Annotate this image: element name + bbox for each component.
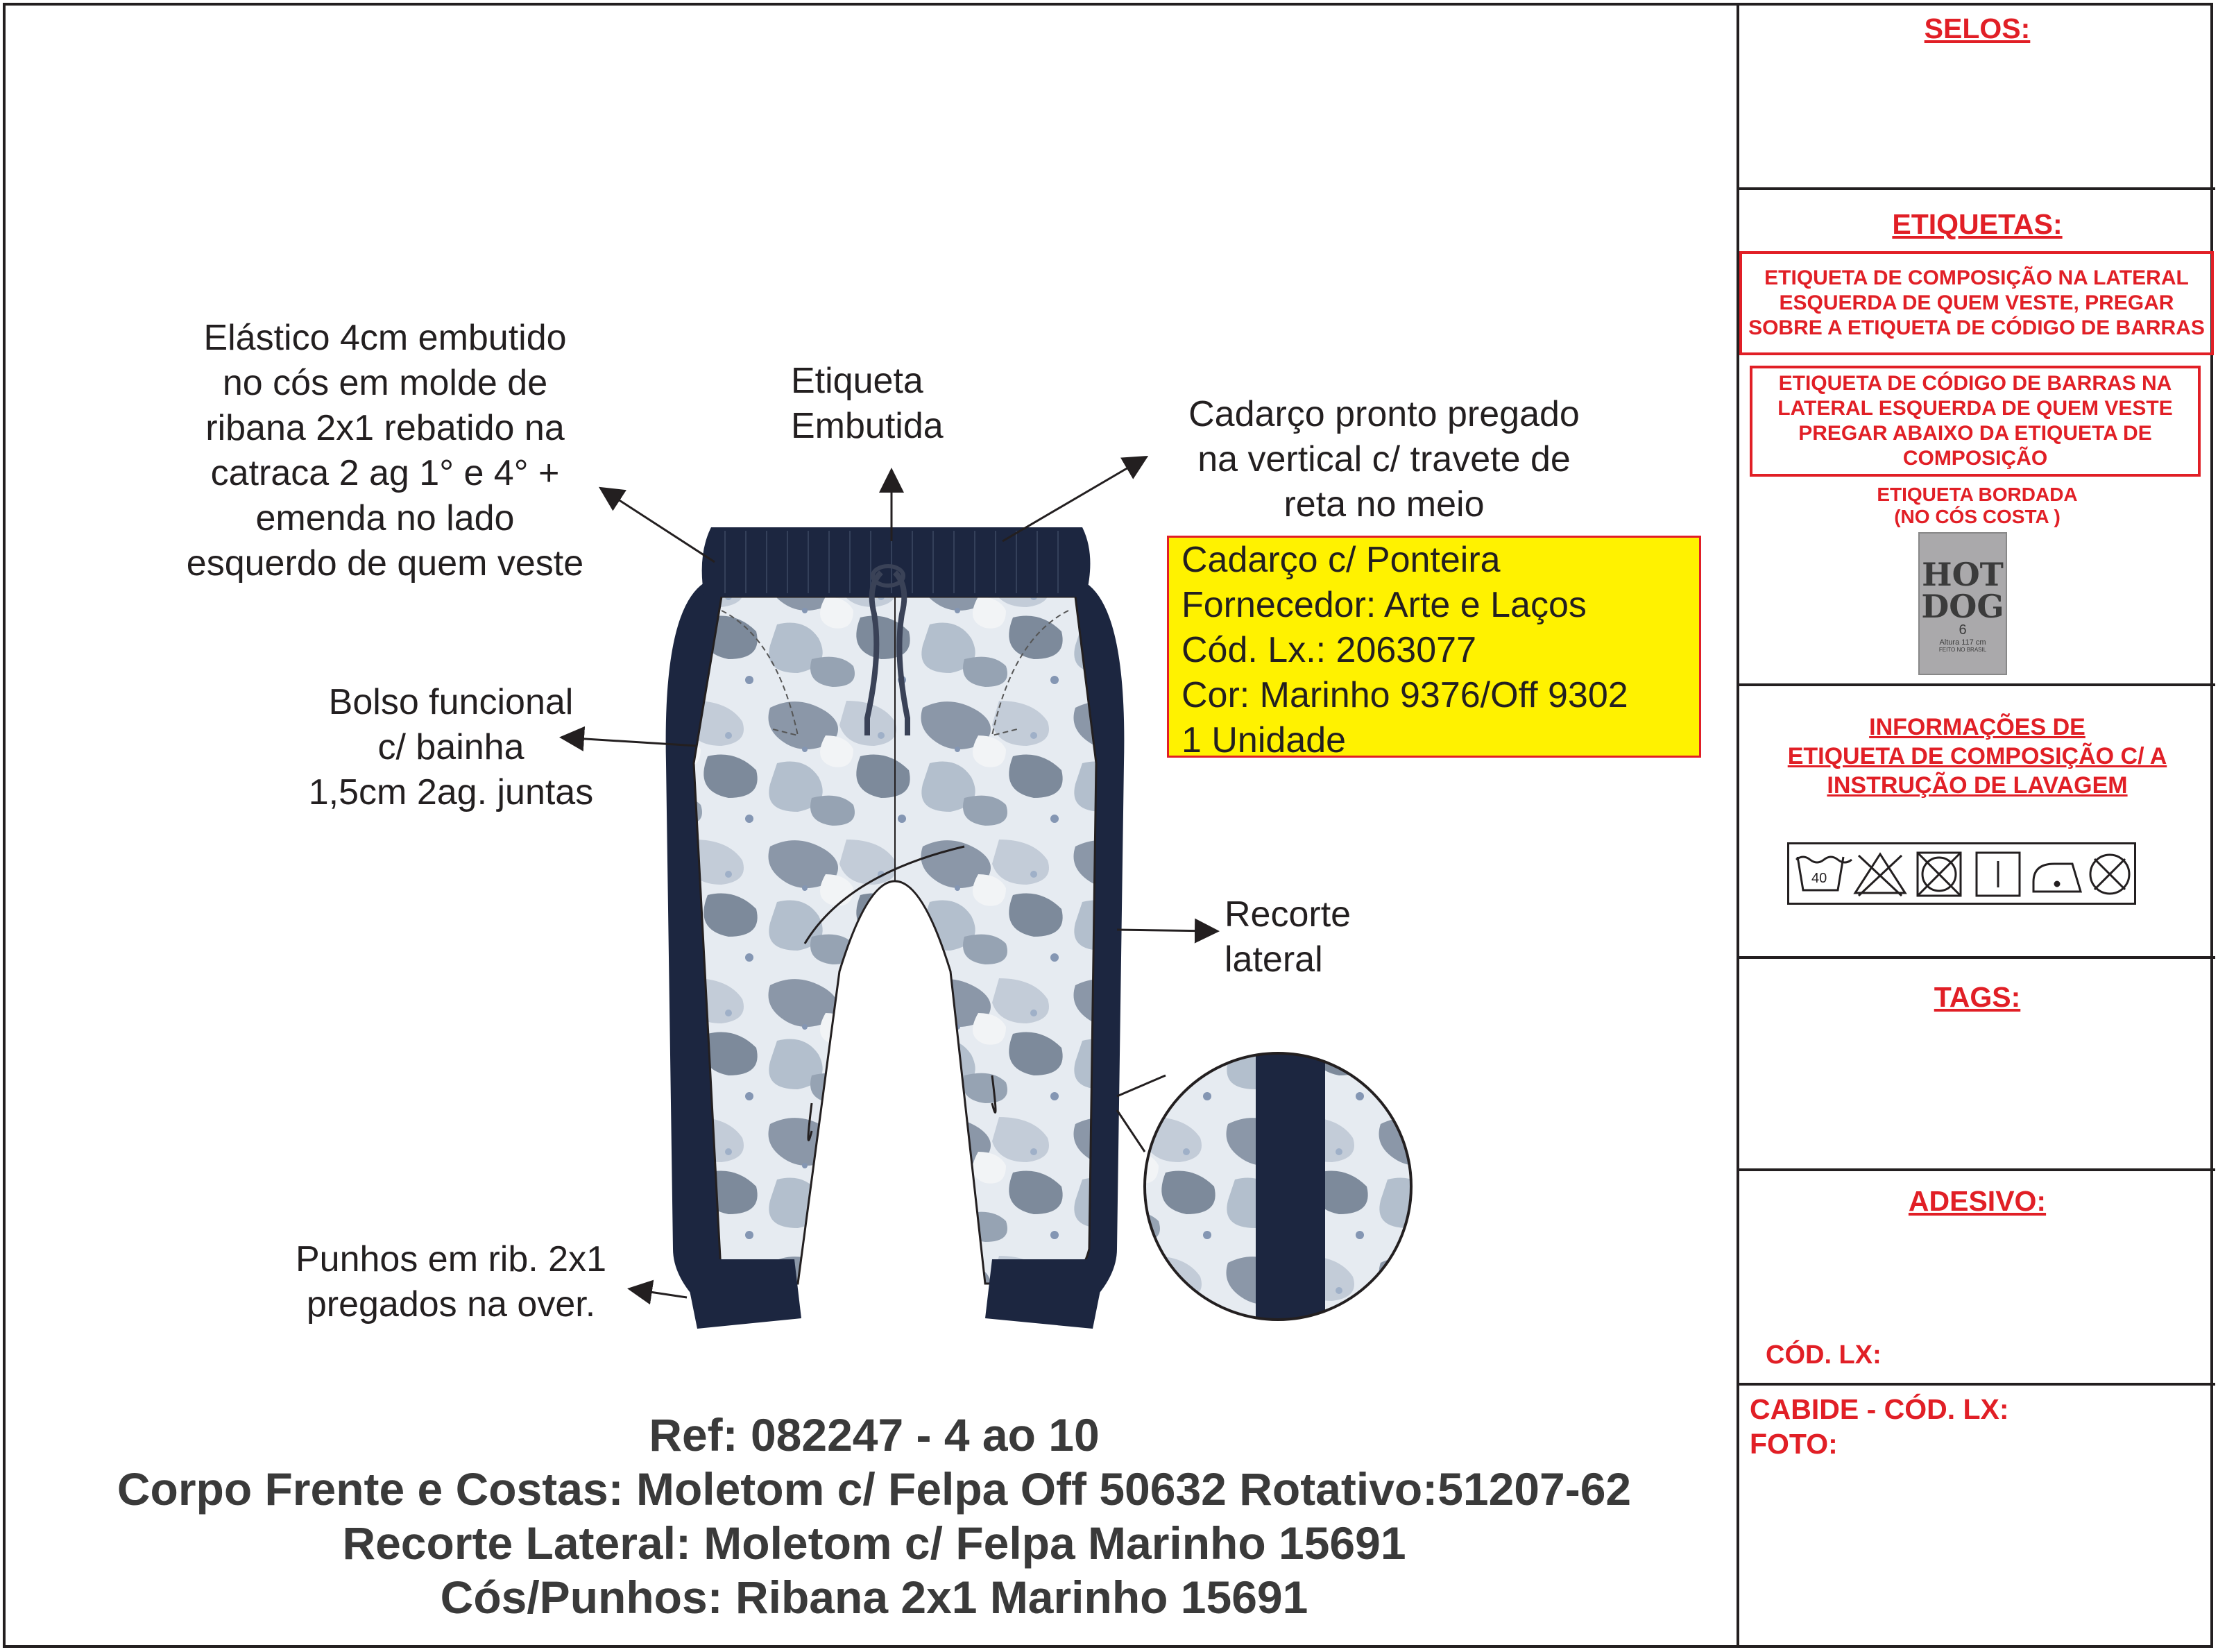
reference-line: Ref: 082247 - 4 ao 10 [649, 1409, 1100, 1461]
body-fabric-line: Corpo Frente e Costas: Moletom c/ Felpa Off 50632 Rotativo:51207-62 [117, 1463, 1632, 1515]
side-cut-annotation: Recorte lateral [1225, 894, 1351, 980]
label-inside-annotation: Etiqueta Embutida [791, 361, 944, 446]
barcode-label-note: ETIQUETA DE CÓDIGO DE BARRAS NA LATERAL ESQUERDA DE QUEM VESTE PREGAR ABAIXO DA ETIQUETA DE COMPOSIÇÃO [1750, 366, 2201, 477]
care-symbols-strip [1787, 842, 2136, 905]
cod-lx-label: CÓD. LX: [1766, 1340, 1882, 1370]
cuffs-annotation: Punhos em rib. 2x1 pregados na over. [295, 1239, 607, 1325]
line-dry-icon [1977, 853, 2020, 896]
adesivo-title: ADESIVO: [1908, 1185, 2047, 1217]
wash-40-icon [1796, 857, 1852, 890]
drawstring-spec-box: Cadarço c/ Ponteira Fornecedor: Arte e Laços Cód. Lx.: 2063077 Cor: Marinho 9376/Off 9302 1 Unidade [1167, 536, 1701, 758]
svg-text:40: 40 [1811, 871, 1827, 886]
embroidered-label-note: ETIQUETA BORDADA (NO CÓS COSTA ) [1877, 484, 2078, 527]
pocket-annotation: Bolso funcional c/ bainha 1,5cm 2ag. juntas [308, 682, 594, 812]
care-info-title: INFORMAÇÕES DE ETIQUETA DE COMPOSIÇÃO C/ A INSTRUÇÃO DE LAVAGEM [1787, 714, 2167, 799]
no-tumble-dry-icon [1918, 853, 1961, 896]
side-fabric-line: Recorte Lateral: Moletom c/ Felpa Marinho 15691 [342, 1517, 1406, 1569]
cabide-label: CABIDE - CÓD. LX: [1750, 1393, 2009, 1425]
waist-fabric-line: Cós/Punhos: Ribana 2x1 Marinho 15691 [440, 1572, 1308, 1623]
selos-title: SELOS: [1924, 12, 2031, 44]
iron-low-icon [2033, 864, 2081, 892]
drawstring-annotation: Cadarço pronto pregado na vertical c/ travete de reta no meio [1188, 394, 1580, 525]
pants-front-view [666, 527, 1125, 1329]
etiquetas-title: ETIQUETAS: [1892, 208, 2063, 240]
composition-label-note: ETIQUETA DE COMPOSIÇÃO NA LATERAL ESQUERDA DE QUEM VESTE, PREGAR SOBRE A ETIQUETA DE CÓDIGO DE BARRAS [1739, 251, 2214, 355]
elastic-annotation: Elástico 4cm embutido no cós em molde de ribana 2x1 rebatido na catraca 2 ag 1° e 4° + emenda no lado esquerdo de quem veste [186, 318, 584, 584]
no-bleach-icon [1855, 854, 1905, 896]
hot-dog-brand-label: HOT DOG 6 Altura 117 cm FEITO NO BRASIL [1918, 532, 2007, 675]
no-dry-clean-icon [2090, 855, 2129, 894]
tags-title: TAGS: [1934, 981, 2021, 1013]
side-cut-detail-zoom [1138, 1041, 1415, 1332]
foto-label: FOTO: [1750, 1428, 1838, 1460]
